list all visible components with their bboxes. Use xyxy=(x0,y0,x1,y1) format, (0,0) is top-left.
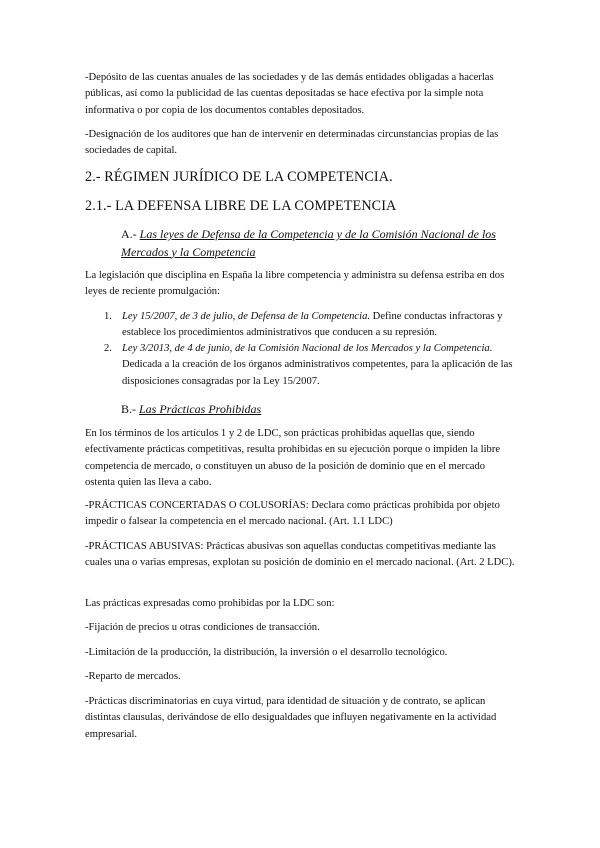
list-item-ley-15-2007 xyxy=(104,309,514,342)
heading-regimen-juridico: 2.- RÉGIMEN JURÍDICO DE LA COMPETENCIA. xyxy=(85,169,393,185)
list-item: -Limitación de la producción, la distribución, la inversión o el desarrollo tecnológico. xyxy=(85,647,448,658)
law-description: Define conductas infractoras y establece los procedimientos administrativos que conducen a su represión. xyxy=(122,311,503,339)
paragraph-designacion-auditores: -Designación de los auditores que han de intervenir en determinadas circunstancias propias de las sociedades de capital. xyxy=(85,129,499,157)
subheading-a-title: Las leyes de Defensa de la Competencia y de la Comisión Nacional de los Mercados y la Competencia xyxy=(121,227,496,259)
list-item-number: 2. xyxy=(104,343,112,354)
subheading-a-prefix: A.- xyxy=(121,227,140,241)
law-title: Ley 3/2013, de 4 de junio, de la Comisión Nacional de los Mercados y la Competencia. xyxy=(122,343,493,354)
list-item: -Fijación de precios u otras condiciones de transacción. xyxy=(85,622,320,633)
paragraph-legislacion: La legislación que disciplina en España la libre competencia y administra su defensa estriba en dos leyes de reciente promulgación: xyxy=(85,270,505,298)
subheading-b-title: Las Prácticas Prohibidas xyxy=(139,402,262,416)
subheading-b-prefix: B.- xyxy=(121,402,139,416)
list-item: -Reparto de mercados. xyxy=(85,671,181,682)
paragraph-practicas-expresadas: Las prácticas expresadas como prohibidas por la LDC son: xyxy=(85,598,335,609)
list-item: -Prácticas discriminatorias en cuya virtud, para identidad de situación y de contrato, se aplican distintas clausulas, derivándose de ello desigualdades que influyen negativamente en la actividad empresarial. xyxy=(85,696,497,740)
subheading-a xyxy=(121,226,511,261)
paragraph-practicas-abusivas: -PRÁCTICAS ABUSIVAS: Prácticas abusivas son aquellas conductas competitivas mediante las cuales una o varias empresas, explotan su posición de dominio en el mercado nacional. (Art. 2 LDC). xyxy=(85,541,515,569)
list-item-ley-3-2013 xyxy=(104,341,514,390)
subheading-b xyxy=(121,401,511,419)
paragraph-terminos-articulos: En los términos de los artículos 1 y 2 de LDC, son prácticas prohibidas aquellas que, siendo efectivamente prácticas competitivas, resulta prohibidas en su ejecución porque o impiden la libre competencia de mercado, o constituyen un abuso de la posición de dominio que en el mercado ostenta quien las lleva a cabo. xyxy=(85,428,501,488)
law-title: Ley 15/2007, de 3 de julio, de Defensa de la Competencia. xyxy=(122,311,371,322)
paragraph-deposito-cuentas: -Depósito de las cuentas anuales de las sociedades y de las demás entidades obligadas a hacerlas públicas, así como la publicidad de las cuentas depositadas se hace efectiva por la simple nota informativa o por copia de los documentos contables depositados. xyxy=(85,72,494,116)
law-description: Dedicada a la creación de los órganos administrativos competentes, para la aplicación de las disposiciones consagradas por la Ley 15/2007. xyxy=(122,359,513,387)
list-item-number: 1. xyxy=(104,311,112,322)
heading-defensa-libre: 2.1.- LA DEFENSA LIBRE DE LA COMPETENCIA xyxy=(85,198,397,214)
paragraph-practicas-concertadas: -PRÁCTICAS CONCERTADAS O COLUSORÍAS: Declara como prácticas prohibida por objeto impedir o falsear la competencia en el mercado nacional. (Art. 1.1 LDC) xyxy=(85,500,500,528)
